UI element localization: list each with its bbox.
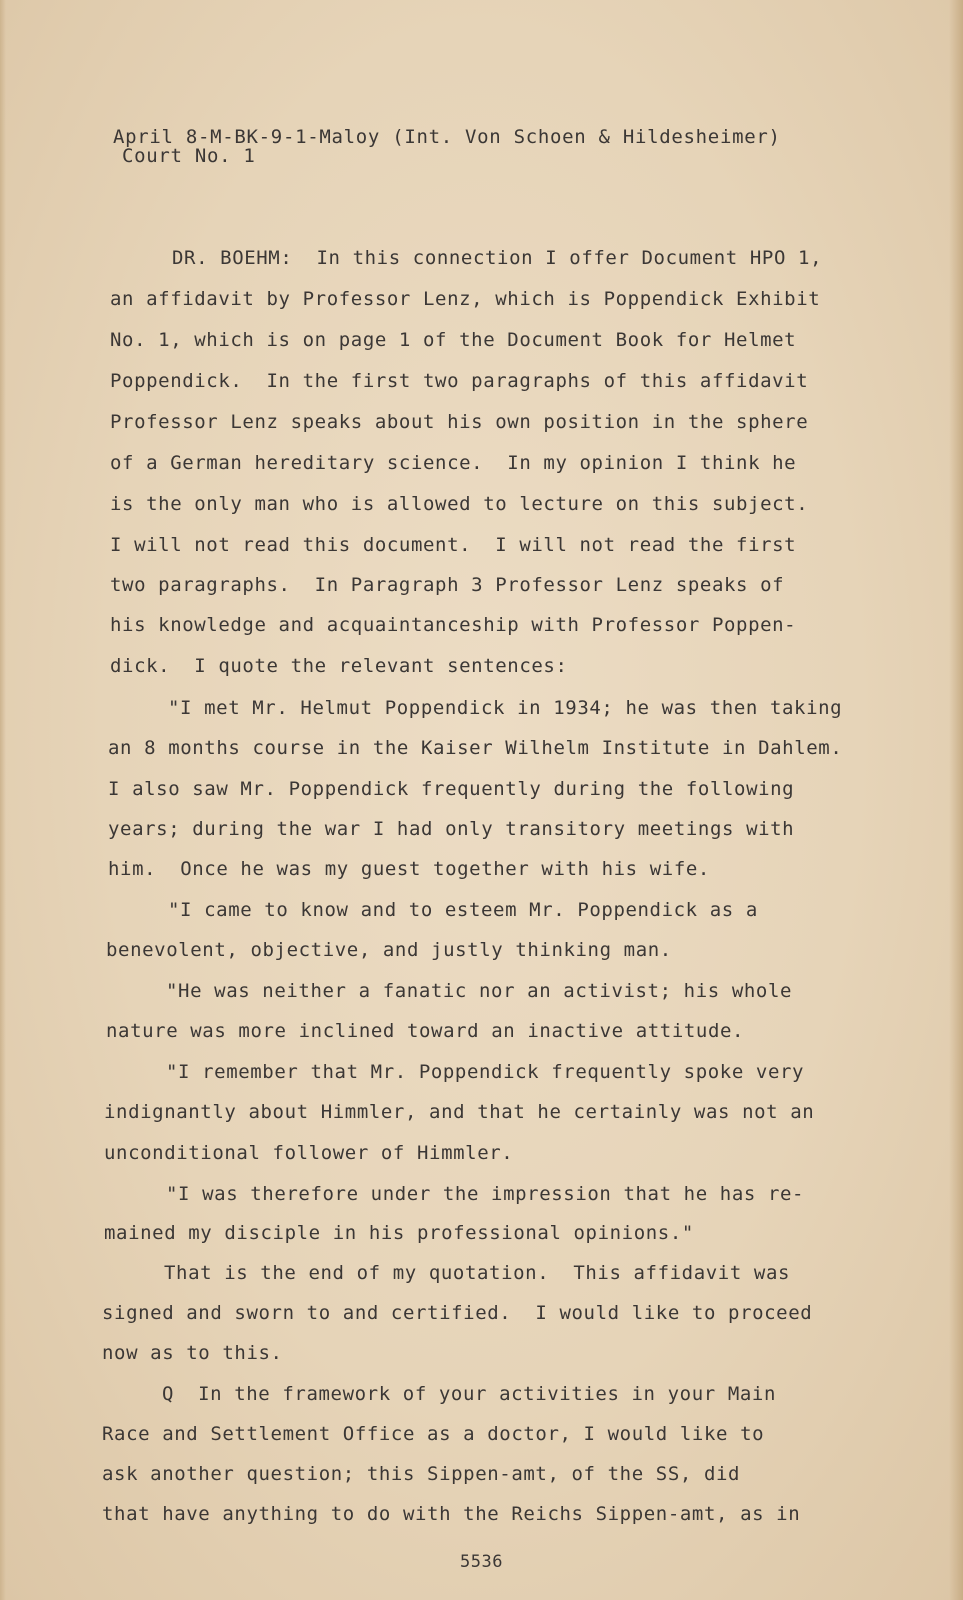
body-line: an affidavit by Professor Lenz, which is Poppendick Exhibit bbox=[110, 288, 821, 310]
body-line: now as to this. bbox=[102, 1342, 283, 1364]
body-line: dick. I quote the relevant sentences: bbox=[110, 655, 568, 677]
body-line: years; during the war I had only transitory meetings with bbox=[108, 818, 795, 840]
body-line: is the only man who is allowed to lecture on this subject. bbox=[110, 493, 809, 515]
body-line: benevolent, objective, and justly thinking man. bbox=[106, 939, 672, 961]
body-line: "I met Mr. Helmut Poppendick in 1934; he was then taking bbox=[168, 697, 843, 719]
body-line: DR. BOEHM: In this connection I offer Document HPO 1, bbox=[172, 247, 823, 269]
body-line: I also saw Mr. Poppendick frequently during the following bbox=[108, 778, 795, 800]
body-line: signed and sworn to and certified. I would like to proceed bbox=[102, 1302, 813, 1324]
header-line-2: Court No. 1 bbox=[122, 145, 256, 167]
body-line: an 8 months course in the Kaiser Wilhelm Institute in Dahlem. bbox=[108, 737, 843, 759]
page-number: 5536 bbox=[460, 1552, 503, 1572]
header-line-1: April 8-M-BK-9-1-Maloy (Int. Von Schoen & Hildesheimer) bbox=[113, 126, 781, 148]
body-line: That is the end of my quotation. This affidavit was bbox=[164, 1262, 791, 1284]
body-line: nature was more inclined toward an inactive attitude. bbox=[106, 1020, 745, 1042]
body-line: two paragraphs. In Paragraph 3 Professor Lenz speaks of bbox=[110, 574, 785, 596]
body-line: ask another question; this Sippen-amt, of the SS, did bbox=[102, 1463, 741, 1485]
body-line: unconditional follower of Himmler. bbox=[104, 1142, 514, 1164]
body-line: Q In the framework of your activities in your Main bbox=[162, 1383, 776, 1405]
body-line: "I was therefore under the impression that he has re- bbox=[166, 1183, 805, 1205]
page-edge-right bbox=[949, 0, 963, 1600]
body-line: Race and Settlement Office as a doctor, I would like to bbox=[102, 1423, 765, 1445]
body-line: I will not read this document. I will not read the first bbox=[110, 534, 797, 556]
body-line: Professor Lenz speaks about his own position in the sphere bbox=[110, 411, 809, 433]
body-line: Poppendick. In the first two paragraphs of this affidavit bbox=[110, 370, 809, 392]
body-line: "I remember that Mr. Poppendick frequently spoke very bbox=[166, 1061, 805, 1083]
page-edge-left bbox=[0, 0, 6, 1600]
body-line: of a German hereditary science. In my opinion I think he bbox=[110, 452, 797, 474]
body-line: No. 1, which is on page 1 of the Document Book for Helmet bbox=[110, 329, 797, 351]
body-line: "I came to know and to esteem Mr. Poppendick as a bbox=[168, 899, 758, 921]
body-line: indignantly about Himmler, and that he certainly was not an bbox=[104, 1101, 815, 1123]
body-line: his knowledge and acquaintanceship with Professor Poppen- bbox=[110, 614, 797, 636]
body-line: him. Once he was my guest together with his wife. bbox=[108, 858, 710, 880]
body-line: "He was neither a fanatic nor an activist; his whole bbox=[166, 980, 793, 1002]
body-line: that have anything to do with the Reichs Sippen-amt, as in bbox=[102, 1503, 801, 1525]
body-line: mained my disciple in his professional opinions." bbox=[104, 1222, 694, 1244]
